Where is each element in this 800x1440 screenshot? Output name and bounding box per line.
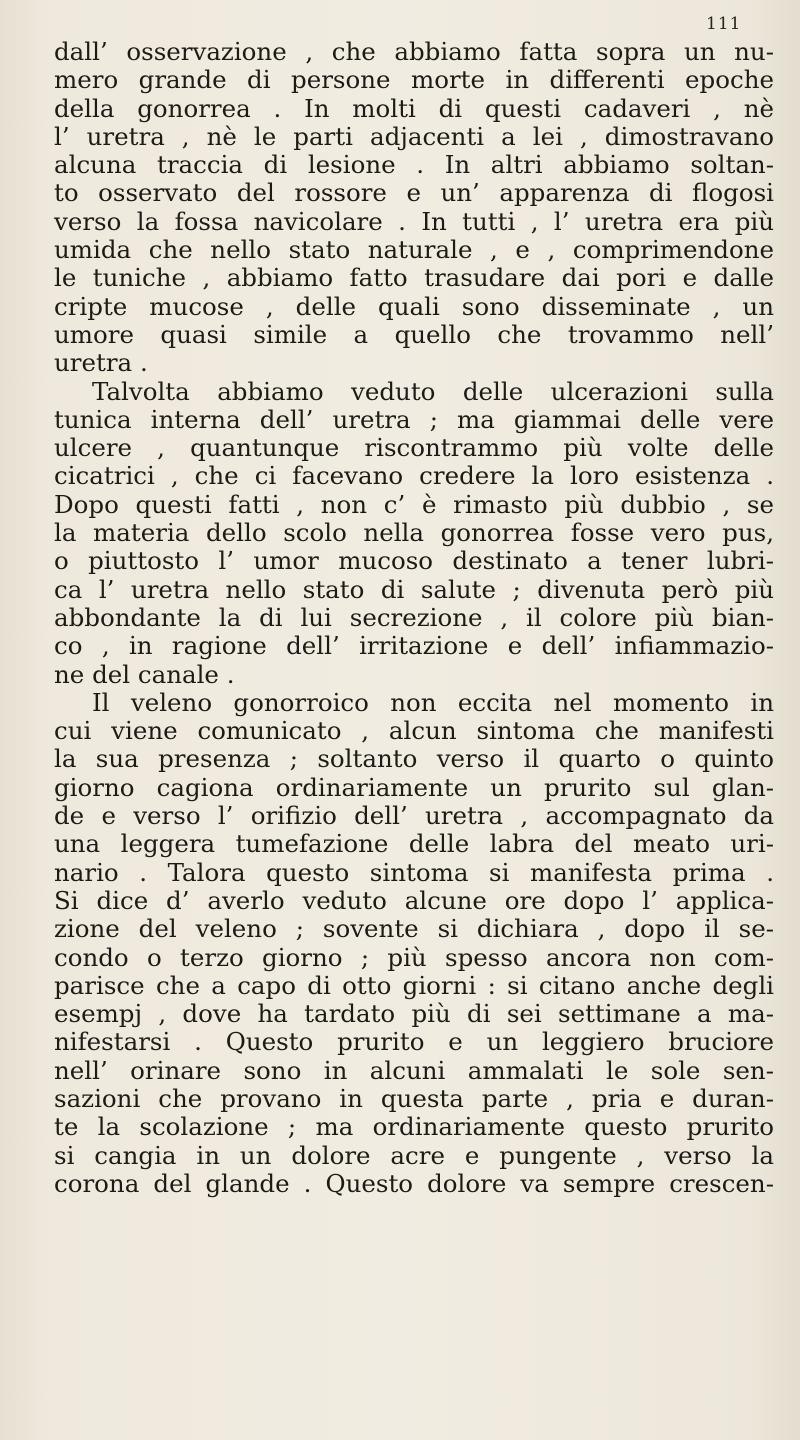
text-line: sazioni che provano in questa parte , pria e duran-: [54, 1083, 774, 1113]
text-line: cui viene comunicato , alcun sintoma che manifesti: [54, 716, 774, 746]
text-line: della gonorrea . In molti di questi cadaveri , nè: [54, 93, 774, 123]
text-line: nifestarsi . Questo prurito e un leggiero bruciore: [54, 1027, 774, 1057]
text-line: zione del veleno ; sovente si dichiara , dopo il se-: [54, 914, 774, 944]
text-line: co , in ragione dell’ irritazione e dell’ infiammazio-: [54, 631, 774, 661]
text-line: nario . Talora questo sintoma si manifesta prima .: [54, 857, 774, 887]
text-line: l’ uretra , nè le parti adjacenti a lei , dimostravano: [54, 121, 774, 151]
text-line: cripte mucose , delle quali sono disseminate , un: [54, 291, 774, 321]
text-line: condo o terzo giorno ; più spesso ancora non com-: [54, 942, 774, 972]
text-line: parisce che a capo di otto giorni : si citano anche degli: [54, 970, 774, 1000]
text-line: umore quasi simile a quello che trovammo nell’: [54, 319, 774, 349]
text-line: Si dice d’ averlo veduto alcune ore dopo l’ applica-: [54, 885, 774, 915]
text-line: ulcere , quantunque riscontrammo più volte delle: [54, 433, 774, 463]
text-line: Talvolta abbiamo veduto delle ulcerazioni sulla: [92, 376, 774, 406]
text-line: verso la fossa navicolare . In tutti , l’ uretra era più: [54, 206, 774, 236]
text-line: tunica interna dell’ uretra ; ma giammai delle vere: [54, 404, 774, 434]
text-line: te la scolazione ; ma ordinariamente questo prurito: [54, 1112, 774, 1142]
text-line: una leggera tumefazione delle labra del meato uri-: [54, 829, 774, 859]
text-line: alcuna traccia di lesione . In altri abbiamo soltan-: [54, 150, 774, 180]
text-line: Dopo questi fatti , non c’ è rimasto più dubbio , se: [54, 489, 774, 519]
text-line: umida che nello stato naturale , e , comprimendone: [54, 235, 774, 265]
text-line: cicatrici , che ci facevano credere la loro esistenza .: [54, 461, 774, 491]
text-line: esempj , dove ha tardato più di sei settimane a ma-: [54, 999, 774, 1029]
text-line: to osservato del rossore e un’ apparenza di flogosi: [54, 178, 774, 208]
text-line: abbondante la di lui secrezione , il colore più bian-: [54, 602, 774, 632]
text-line: ne del canale .: [54, 659, 235, 689]
text-line: si cangia in un dolore acre e pungente , verso la: [54, 1140, 774, 1170]
text-line: giorno cagiona ordinariamente un prurito sul glan-: [54, 772, 774, 802]
text-line: corona del glande . Questo dolore va sempre crescen-: [54, 1168, 774, 1198]
text-line: uretra .: [54, 348, 148, 378]
text-line: la materia dello scolo nella gonorrea fosse vero pus,: [54, 518, 774, 548]
text-line: o piuttosto l’ umor mucoso destinato a tener lubri-: [54, 546, 774, 576]
text-line: mero grande di persone morte in differenti epoche: [54, 65, 774, 95]
text-line: Il veleno gonorroico non eccita nel momento in: [92, 687, 774, 717]
page-number: 111: [706, 14, 742, 34]
text-line: dall’ osservazione , che abbiamo fatta sopra un nu-: [54, 37, 774, 66]
body-text: [54, 38, 774, 1198]
text-line: la sua presenza ; soltanto verso il quarto o quinto: [54, 744, 774, 774]
text-line: de e verso l’ orifizio dell’ uretra , accompagnato da: [54, 801, 774, 831]
text-line: le tuniche , abbiamo fatto trasudare dai pori e dalle: [54, 263, 774, 293]
text-line: nell’ orinare sono in alcuni ammalati le sole sen-: [54, 1055, 774, 1085]
text-line: ca l’ uretra nello stato di salute ; divenuta però più: [54, 574, 774, 604]
